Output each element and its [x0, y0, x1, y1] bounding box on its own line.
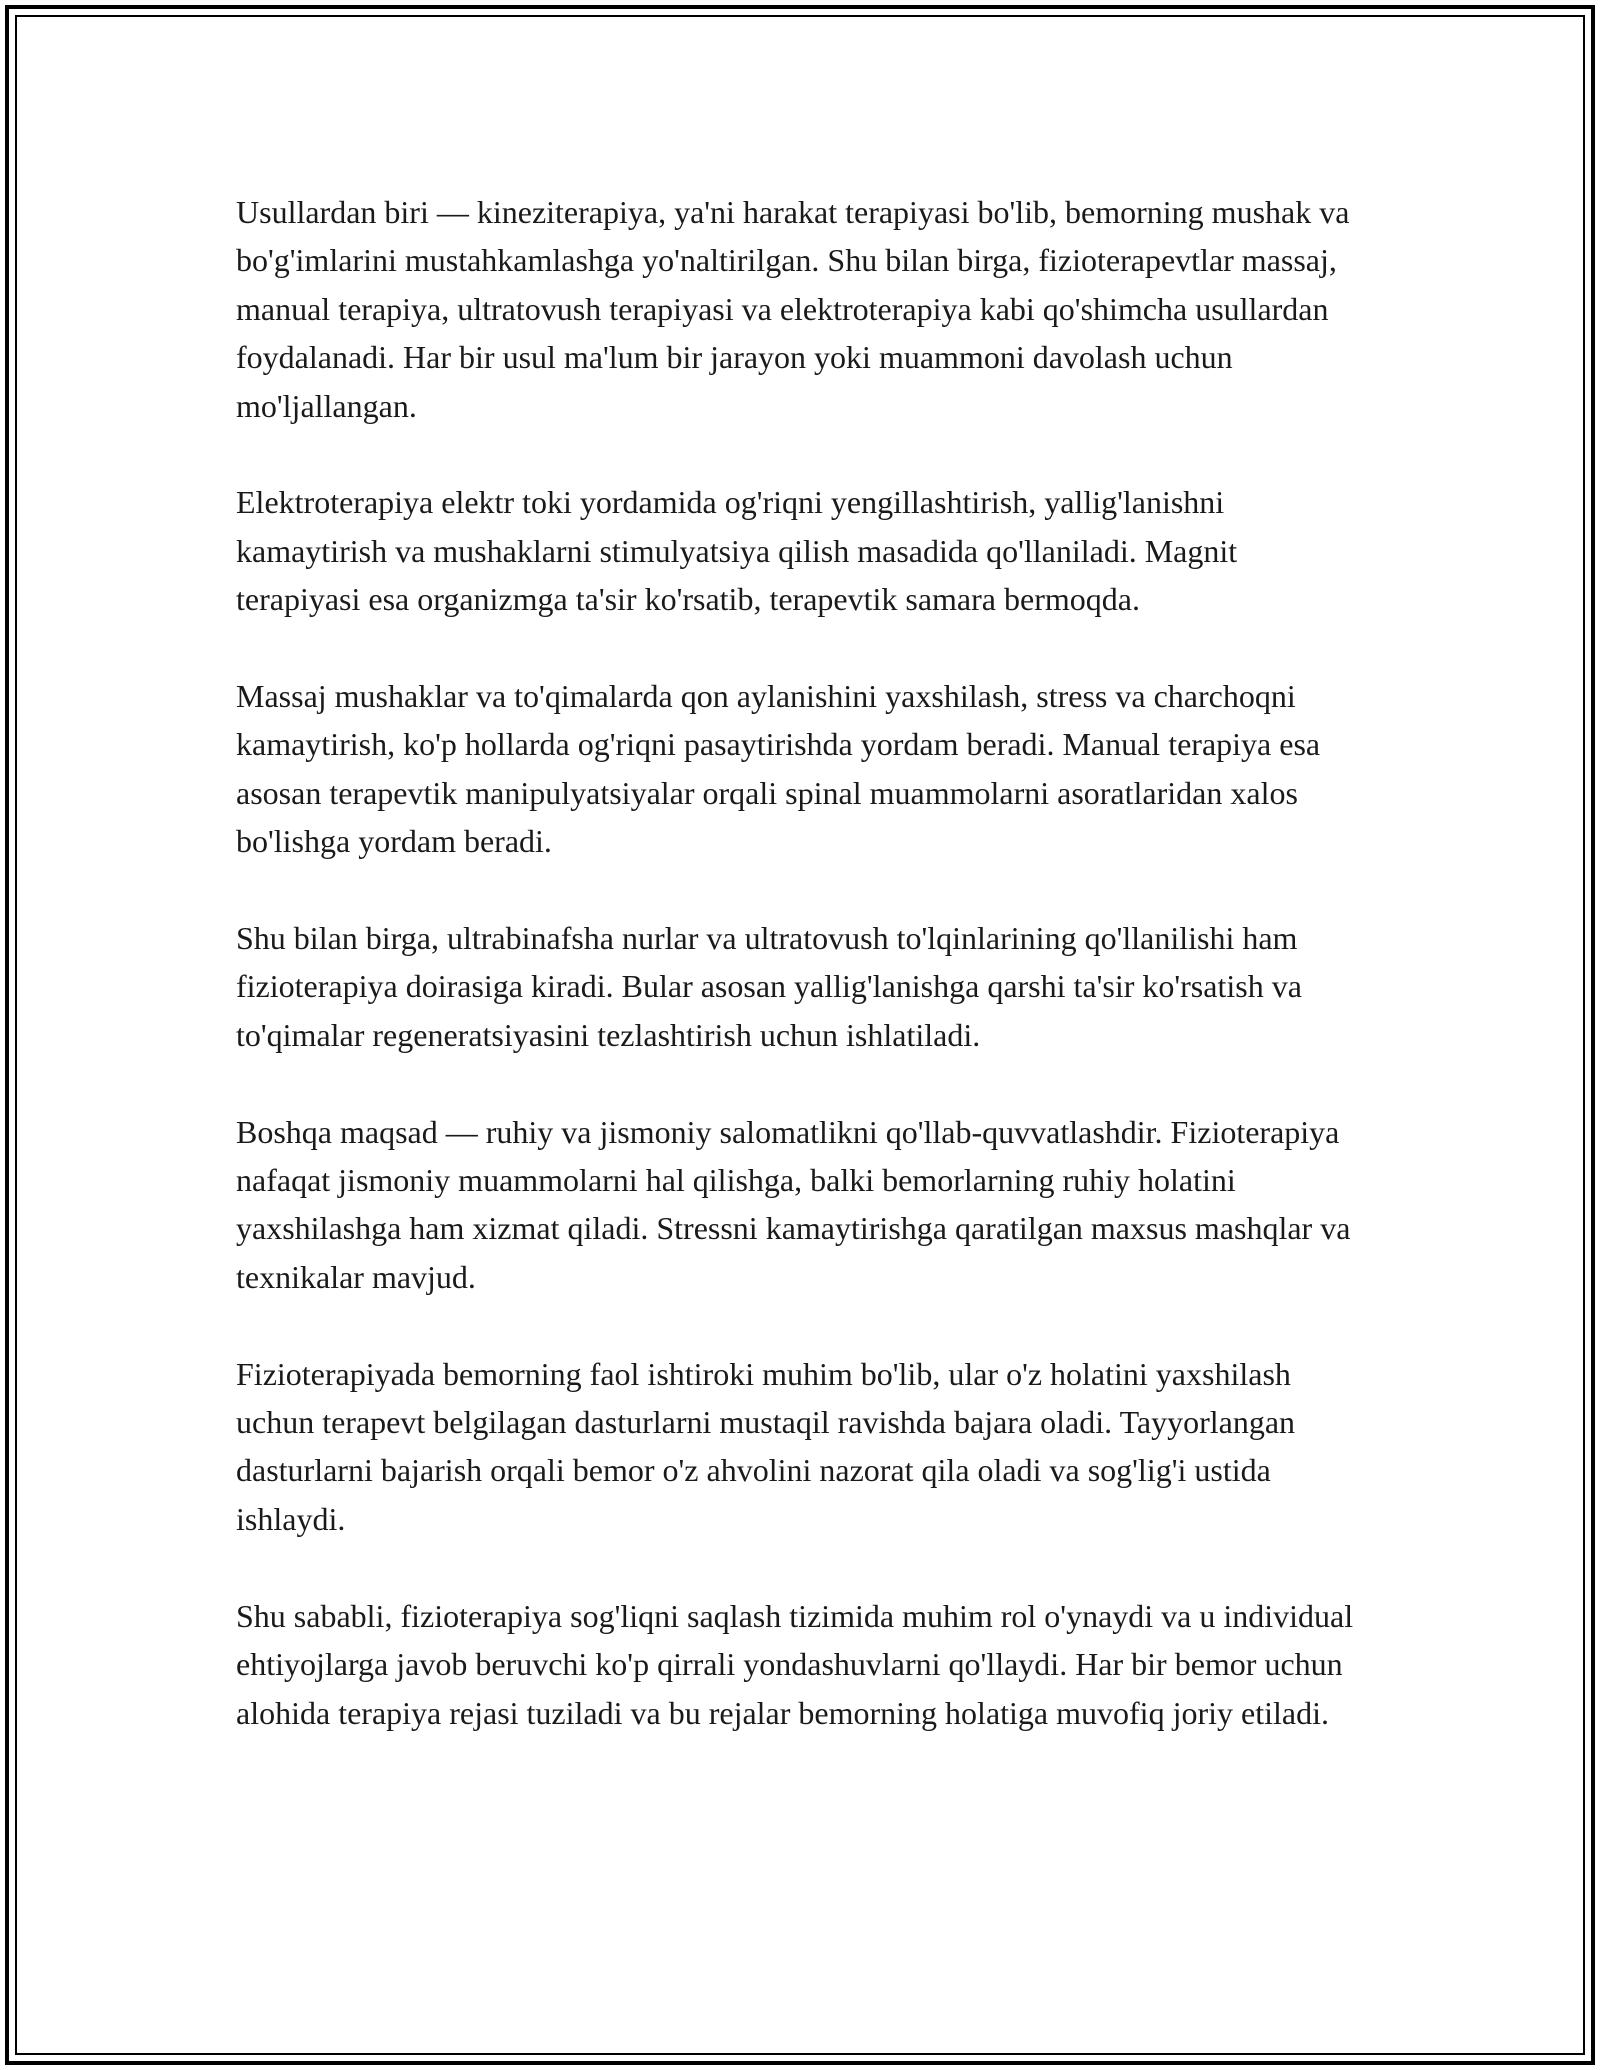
paragraph-1: Usullardan biri — kineziterapiya, ya'ni harakat terapiyasi bo'lib, bemorning mushak va bo'g'imlarini mustahkamlashga yo'naltirilgan. Shu bilan birga, fizioterapevtlar massaj, manual terapiya, ultratovush terapiyasi va elektroterapiya kabi qo'shimcha usullardan foydalanadi. Har bir usul ma'lum bir jarayon yoki muammoni davolash uchun mo'ljallangan.: [236, 194, 1350, 424]
paragraph-6: Fizioterapiyada bemorning faol ishtiroki muhim bo'lib, ular o'z holatini yaxshilash uchun terapevt belgilagan dasturlarni mustaqil ravishda bajara oladi. Tayyorlangan dasturlarni bajarish orqali bemor o'z ahvolini nazorat qila oladi va sog'lig'i ustida ishlaydi.: [236, 1355, 1296, 1537]
paragraph-2: Elektroterapiya elektr toki yordamida og'riqni yengillashtirish, yallig'lanishni kamaytirish va mushaklarni stimulyatsiya qilish masadida qo'llaniladi. Magnit terapiyasi esa organizmga ta'sir ko'rsatib, terapevtik samara bermoqda.: [236, 484, 1238, 618]
paragraph-5: Boshqa maqsad — ruhiy va jismoniy salomatlikni qo'llab-quvvatlashdir. Fizioterapiya nafaqat jismoniy muammolarni hal qilishga, balki bemorlarning ruhiy holatini yaxshilashga ham xizmat qiladi. Stressni kamaytirishga qaratilgan maxsus mashqlar va texnikalar mavjud.: [236, 1113, 1351, 1295]
paragraph-7: Shu sababli, fizioterapiya sog'liqni saqlash tizimida muhim rol o'ynaydi va u individual ehtiyojlarga javob beruvchi ko'p qirrali yondashuvlarni qo'llaydi. Har bir bemor uchun alohida terapiya rejasi tuziladi va bu rejalar bemorning holatiga muvofiq joriy etiladi.: [236, 1597, 1354, 1731]
paragraph-3: Massaj mushaklar va to'qimalarda qon aylanishini yaxshilash, stress va charchoqni kamaytirish, ko'p hollarda og'riqni pasaytirishda yordam beradi. Manual terapiya esa asosan terapevtik manipulyatsiyalar orqali spinal muammolarni asoratlaridan xalos bo'lishga yordam beradi.: [236, 678, 1321, 860]
paragraph-4: Shu bilan birga, ultrabinafsha nurlar va ultratovush to'lqinlarining qo'llanilishi ham fizioterapiya doirasiga kiradi. Bular asosan yallig'lanishga qarshi ta'sir ko'rsatish va to'qimalar regeneratsiyasini tezlashtirish uchun ishlatiladi.: [236, 920, 1302, 1053]
document-body: [236, 188, 1366, 1737]
